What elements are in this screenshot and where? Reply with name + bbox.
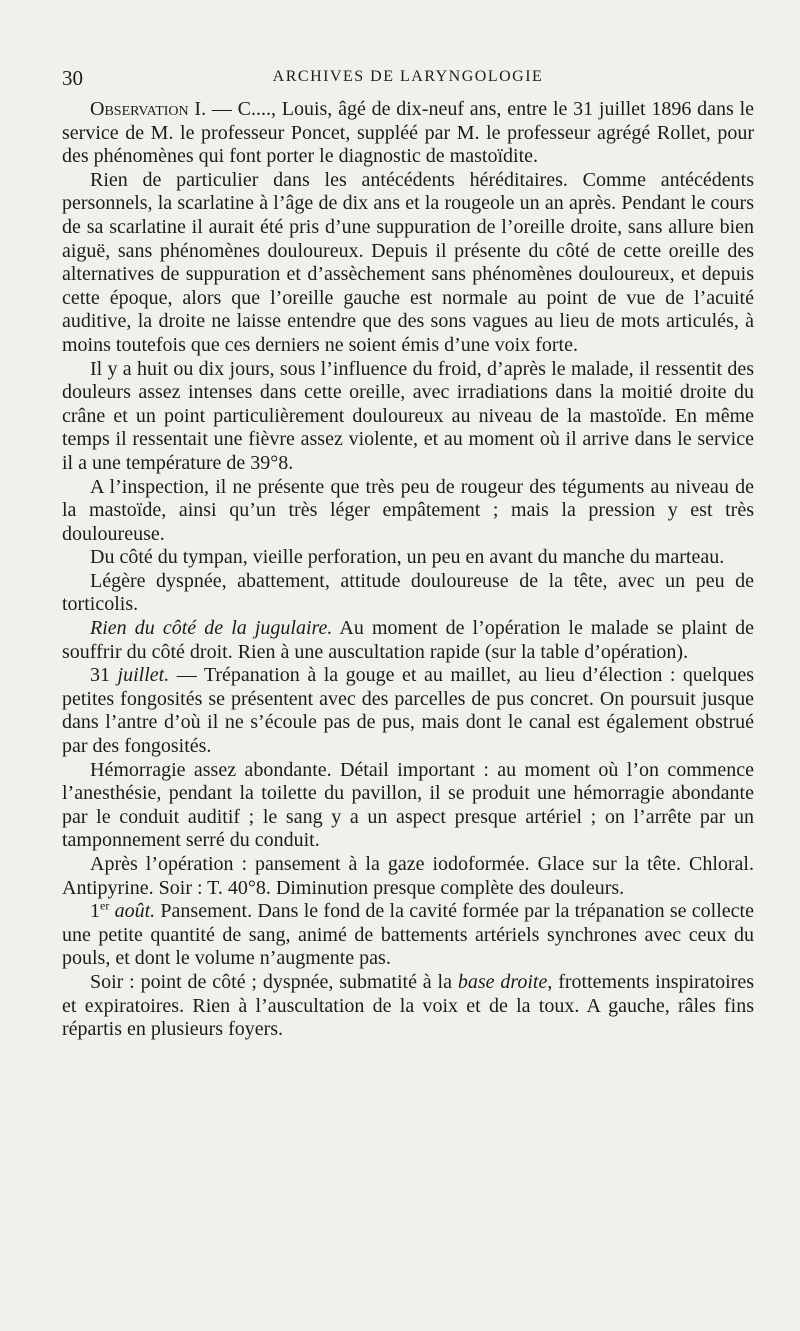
italic-phrase: base droite — [457, 970, 548, 993]
paragraph-jugular — [62, 617, 754, 664]
page-number: 30 — [62, 66, 83, 90]
date-number: 31 — [90, 664, 118, 687]
paragraph-tympan — [62, 546, 754, 570]
page-header — [62, 66, 754, 90]
paragraph-august — [62, 900, 754, 971]
paragraph-postop — [62, 853, 754, 900]
paragraph-text: A l’inspection, il ne présente que très peu de rougeur des téguments au niveau de la mastoïde, ainsi qu’un très léger empâtement ; mais la pression y est très douloureuse. — [62, 475, 754, 545]
paragraph-observation — [62, 98, 754, 169]
paragraph-text: Pansement. Dans le fond de la cavité formée par la trépanation se collecte une petite quantité de sang, animé de battements artériels synchrones avec ceux du pouls, et dont le volume n’augmente pas. — [62, 900, 754, 970]
paragraph-inspection — [62, 476, 754, 547]
paragraph-text: Il y a huit ou dix jours, sous l’influence du froid, d’après le malade, il ressentit des douleurs assez intenses dans cette oreille, avec irradiations dans la moitié droite du crâne et un point particulièrement douloureux au niveau de la mastoïde. En même temps il ressentait une fièvre assez violente, et au moment où il arrive dans le service il a une température de 39°8. — [62, 357, 754, 474]
paragraph-trepanation — [62, 664, 754, 758]
date-superscript: er — [100, 898, 110, 913]
paragraph-text: Rien de particulier dans les antécédents héréditaires. Comme antécédents personnels, la scarlatine à l’âge de dix ans et la rougeole un an après. Pendant le cours de sa scarlatine il aurait été pris d’une suppuration de l’oreille droite, sans allure bien aiguë, sans phénomènes douloureux. Depuis il présente du côté de cette oreille des alternatives de suppuration et d’assèchement sans phénomènes douloureux, et depuis cette époque, alors que l’oreille gauche est normale au point de vue de l’acuité auditive, la droite ne laisse entendre que des sons vagues au lieu de mots articulés, à moins toutefois que ces derniers ne soient émis d’une voix forte. — [62, 168, 754, 356]
paragraph-antecedents — [62, 169, 754, 358]
paragraph-text: — C...., Louis, âgé de dix-neuf ans, entre le 31 juillet 1896 dans le service de M. le professeur Poncet, suppléé par M. le professeur agrégé Rollet, pour des phénomènes qui font porter le diagnostic de mastoïdite. — [62, 98, 754, 168]
paragraph-text: , frottements inspiratoires et expiratoires. Rien à l’auscultation de la voix et de la toux. A gauche, râles fins répartis en plusieurs foyers. — [62, 970, 754, 1041]
paragraph-text: Hémorragie assez abondante. Détail important : au moment où l’on commence l’anesthésie, pendant la toilette du pavillon, il se produit une hémorragie abondante par le conduit auditif ; le sang y a un aspect presque artériel ; on l’arrête par un tamponnement serré du conduit. — [62, 758, 754, 852]
paragraph-onset — [62, 358, 754, 476]
body-text — [62, 98, 754, 1042]
paragraph-text: Du côté du tympan, vieille perforation, un peu en avant du manche du marteau. — [90, 546, 725, 569]
paragraph-dyspnea — [62, 570, 754, 617]
date-month: juillet. — [117, 664, 170, 687]
running-title: ARCHIVES DE LARYNGOLOGIE — [272, 68, 544, 85]
observation-heading: Observation I. — [90, 98, 207, 120]
paragraph-text: Légère dyspnée, abattement, attitude douloureuse de la tête, avec un peu de torticolis. — [62, 569, 754, 616]
paragraph-text: — Trépanation à la gouge et au maillet, au lieu d’élection : quelques petites fongosités se présentent avec des parcelles de pus concret. On poursuit jusque dans l’antre d’où il ne s’écoule pas de pus, mais dont le canal est également obstrué par des fongosités. — [62, 664, 755, 758]
paragraph-text: Au moment de l’opération le malade se plaint de souffrir du côté droit. Rien à une auscultation rapide (sur la table d’opération). — [62, 617, 755, 663]
paragraph-evening — [62, 971, 754, 1042]
date-month: août. — [109, 900, 156, 923]
italic-lead: Rien du côté de la jugulaire. — [90, 617, 333, 640]
paragraph-lead: Soir : point de côté ; dyspnée, submatité à la — [90, 970, 458, 993]
paragraph-text: Après l’opération : pansement à la gaze iodoformée. Glace sur la tête. Chloral. Antipyrine. Soir : T. 40°8. Diminution presque complète des douleurs. — [62, 853, 754, 899]
date-number: 1 — [90, 900, 100, 923]
paragraph-hemorrhage — [62, 759, 754, 853]
